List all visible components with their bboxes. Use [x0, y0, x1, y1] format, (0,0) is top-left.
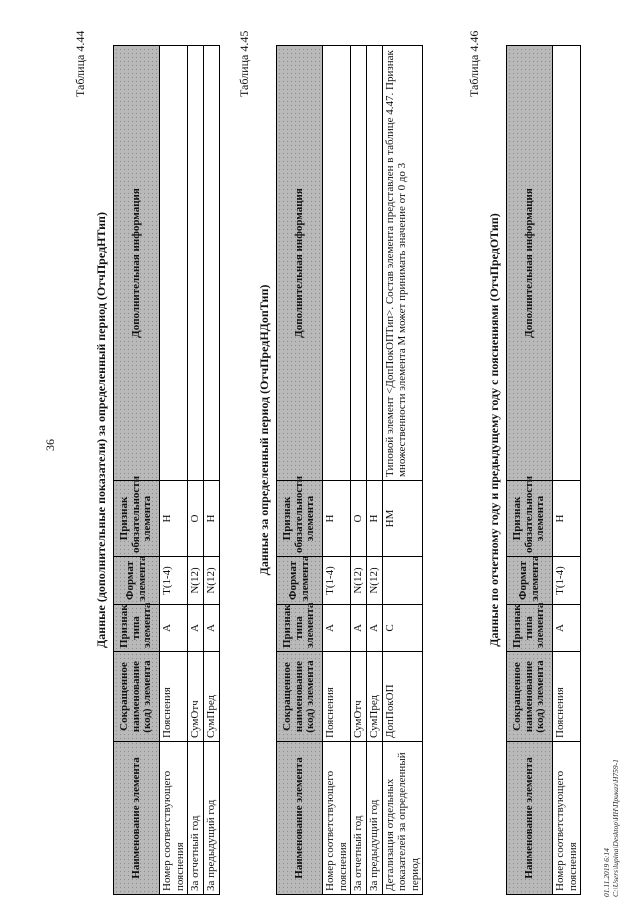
footer — [602, 759, 620, 897]
header-name: Наименование элемента — [507, 742, 553, 895]
header-type: Признак типа элемента — [277, 605, 323, 652]
header-extra: Дополнительная информация — [277, 46, 323, 481]
header-format: Формат элемента — [277, 557, 323, 605]
table-row — [160, 46, 188, 895]
cell-short: Пояснения — [553, 652, 581, 742]
cell-type: А — [323, 605, 351, 652]
header-name: Наименование элемента — [277, 742, 323, 895]
cell-type: А — [203, 605, 219, 652]
table-46-title: Данные по отчетному году и предыдущему году с пояснениями (ОтчПредОТип) — [487, 213, 501, 647]
table-row — [351, 46, 367, 895]
cell-extra — [160, 46, 188, 481]
cell-extra — [553, 46, 581, 481]
header-required: Признак обязательности элемента — [277, 481, 323, 557]
cell-required: Н — [160, 481, 188, 557]
cell-format: N(12) — [351, 557, 367, 605]
table-46-label: Таблица 4.46 — [467, 30, 481, 97]
cell-format: T(1-4) — [160, 557, 188, 605]
header-required: Признак обязательности элемента — [507, 481, 553, 557]
cell-short: СумОтч — [188, 652, 204, 742]
cell-format: T(1-4) — [323, 557, 351, 605]
header-short: Сокращенное наименование (код) элемента — [114, 652, 160, 742]
cell-name: Детализация отдельных показателей за определенный период — [382, 742, 423, 895]
cell-extra — [351, 46, 367, 481]
cell-short: СумОтч — [351, 652, 367, 742]
cell-short: Пояснения — [323, 652, 351, 742]
cell-type: А — [366, 605, 382, 652]
cell-short: Пояснения — [160, 652, 188, 742]
table-row — [553, 46, 581, 895]
cell-extra — [203, 46, 219, 481]
cell-required: О — [188, 481, 204, 557]
cell-name: Номер соответствующего пояснения — [553, 742, 581, 895]
header-format: Формат элемента — [507, 557, 553, 605]
table-45-title: Данные за определенный период (ОтчПредНДопТип) — [257, 284, 271, 576]
page-number: 36 — [43, 439, 57, 451]
cell-name: Номер соответствующего пояснения — [160, 742, 188, 895]
cell-required: Н — [553, 481, 581, 557]
cell-extra: Типовой элемент <ДопПокОПТип>. Состав элемента представлен в таблице 4.47. Признак множественности элемента М может принимать значение от 0 до 3 — [382, 46, 423, 481]
table-44 — [113, 45, 220, 895]
table-header-row — [277, 46, 323, 895]
header-required: Признак обязательности элемента — [114, 481, 160, 557]
cell-short: ДопПокОП — [382, 652, 423, 742]
cell-type: С — [382, 605, 423, 652]
cell-extra — [188, 46, 204, 481]
table-row — [203, 46, 219, 895]
cell-type: А — [553, 605, 581, 652]
header-type: Признак типа элемента — [114, 605, 160, 652]
cell-name: За отчетный год — [188, 742, 204, 895]
cell-required: Н — [366, 481, 382, 557]
header-extra: Дополнительная информация — [507, 46, 553, 481]
table-44-label: Таблица 4.44 — [73, 30, 87, 97]
cell-type: А — [188, 605, 204, 652]
cell-short: СумПред — [203, 652, 219, 742]
cell-required: О — [351, 481, 367, 557]
header-type: Признак типа элемента — [507, 605, 553, 652]
cell-name: За отчетный год — [351, 742, 367, 895]
cell-type: А — [160, 605, 188, 652]
cell-name: За предыдущий год — [366, 742, 382, 895]
cell-format: T(1-4) — [553, 557, 581, 605]
table-44-title: Данные (дополнительные показатели) за определенный период (ОтчПредНТип) — [94, 212, 108, 648]
table-row — [382, 46, 423, 895]
footer-timestamp: 01.11.2019 6:14 — [602, 848, 611, 897]
header-short: Сокращенное наименование (код) элемента — [507, 652, 553, 742]
cell-required: НМ — [382, 481, 423, 557]
cell-required: Н — [323, 481, 351, 557]
footer-path: C:\Users\lupina\Desktop\ИН\Приказ\Н759-1 — [611, 759, 620, 897]
table-header-row — [114, 46, 160, 895]
header-format: Формат элемента — [114, 557, 160, 605]
table-row — [188, 46, 204, 895]
header-extra: Дополнительная информация — [114, 46, 160, 481]
cell-format: N(12) — [203, 557, 219, 605]
cell-format — [382, 557, 423, 605]
cell-required: Н — [203, 481, 219, 557]
cell-extra — [366, 46, 382, 481]
cell-short: СумПред — [366, 652, 382, 742]
header-name: Наименование элемента — [114, 742, 160, 895]
table-46 — [506, 45, 581, 895]
table-row — [323, 46, 351, 895]
cell-extra — [323, 46, 351, 481]
cell-type: А — [351, 605, 367, 652]
table-header-row — [507, 46, 553, 895]
cell-name: За предыдущий год — [203, 742, 219, 895]
table-45-label: Таблица 4.45 — [237, 30, 251, 97]
cell-format: N(12) — [366, 557, 382, 605]
table-row — [366, 46, 382, 895]
table-45 — [276, 45, 423, 895]
header-short: Сокращенное наименование (код) элемента — [277, 652, 323, 742]
cell-name: Номер соответствующего пояснения — [323, 742, 351, 895]
cell-format: N(12) — [188, 557, 204, 605]
